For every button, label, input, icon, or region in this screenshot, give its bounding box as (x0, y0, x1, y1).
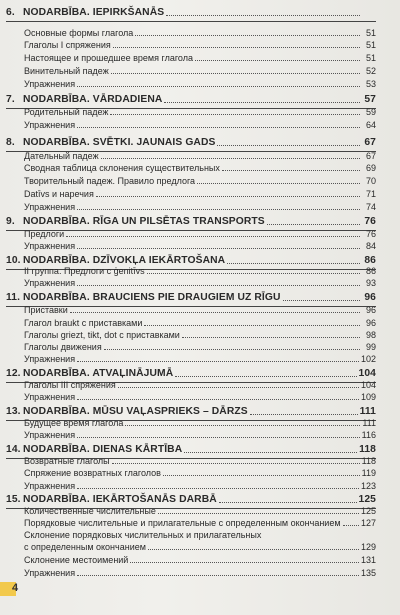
page-ref: 129 (360, 542, 376, 552)
chapter-number: 14. (6, 444, 21, 455)
item-title: Глаголы III спряжения (24, 380, 116, 390)
dot-leader (147, 273, 360, 274)
toc-item (24, 318, 376, 328)
item-title: Глаголы griezt, tikt, dot с приставками (24, 330, 180, 340)
dot-leader (219, 502, 357, 503)
item-title: Упражнения (24, 430, 76, 440)
toc-item (24, 568, 376, 578)
item-title: Упражнения (24, 120, 76, 130)
dot-leader (77, 575, 359, 576)
dot-leader (217, 145, 360, 146)
chapter-title: NODARBĪBA. DZĪVOKĻA IEKĀRTOŠANA (23, 255, 226, 266)
toc-item (24, 189, 376, 199)
item-title: Склонение порядковых числительных и прилагательных (24, 530, 262, 540)
dot-leader (166, 15, 360, 16)
dot-leader (175, 376, 356, 377)
dot-leader (77, 127, 360, 128)
page-ref: 86 (365, 266, 376, 276)
page-ref: 125 (360, 506, 376, 516)
item-title: Родительный падеж (24, 107, 109, 117)
page-ref: 99 (365, 342, 376, 352)
page-ref: 102 (360, 354, 376, 364)
dot-leader (148, 549, 359, 550)
page-ref: 86 (364, 255, 376, 266)
toc-item (24, 330, 376, 340)
chapter-number: 6. (6, 7, 15, 18)
dot-leader (250, 414, 358, 415)
item-title: Упражнения (24, 241, 76, 251)
toc-item (24, 53, 376, 63)
page-ref: 57 (364, 94, 376, 105)
item-title: Будущее время глагола (24, 418, 124, 428)
toc-item (24, 120, 376, 130)
page-ref: 51 (365, 28, 376, 38)
page-ref: 76 (364, 216, 376, 227)
toc-item (24, 202, 376, 212)
dot-leader (267, 224, 360, 225)
dot-leader (197, 183, 360, 184)
page-ref: 118 (361, 456, 376, 466)
item-title: Основные формы глагола (24, 28, 134, 38)
dot-leader (77, 209, 360, 210)
item-title: Творительный падеж. Правило предлога (24, 176, 196, 186)
toc-item (24, 66, 376, 76)
dot-leader (111, 73, 360, 74)
dot-leader (77, 399, 359, 400)
item-title: Порядковые числительные и прилагательные с определенным окончанием (24, 518, 341, 528)
page-ref: 118 (359, 444, 376, 455)
toc-chapter (6, 292, 376, 303)
page-ref: 67 (365, 151, 376, 161)
dot-leader (343, 525, 359, 526)
item-title: Спряжение возвратных глаголов (24, 468, 161, 478)
toc-item (24, 392, 376, 402)
item-title: Глаголы движения (24, 342, 102, 352)
chapter-title: NODARBĪBA. SVĒTKI. JAUNAIS GADS (23, 137, 216, 148)
toc-chapter (6, 7, 376, 18)
page-number: 4 (12, 582, 19, 594)
dot-leader (158, 513, 359, 514)
dot-leader (113, 47, 360, 48)
page-number-tab (0, 582, 19, 596)
chapter-title: NODARBĪBA. BRAUCIENS PIE DRAUGIEM UZ RĪGU (23, 292, 281, 303)
page-ref: 96 (365, 318, 376, 328)
dot-leader (77, 86, 360, 87)
dot-leader (144, 325, 360, 326)
page-ref: 135 (360, 568, 376, 578)
toc-item (24, 418, 376, 428)
dot-leader (222, 170, 360, 171)
chapter-number: 7. (6, 94, 15, 105)
item-title: Дательный падеж (24, 151, 99, 161)
toc-item (24, 176, 376, 186)
item-title: Упражнения (24, 568, 76, 578)
toc-item (24, 555, 376, 565)
dot-leader (77, 285, 360, 286)
page-ref: 51 (365, 40, 376, 50)
toc-item (24, 468, 376, 478)
toc-item (24, 518, 376, 528)
page-ref: 84 (365, 241, 376, 251)
chapter-number: 9. (6, 216, 15, 227)
chapter-title: NODARBĪBA. MŪSU VAĻASPRIEKS – DĀRZS (23, 406, 248, 417)
page-ref: 51 (365, 53, 376, 63)
item-title: Упражнения (24, 481, 76, 491)
toc-item (24, 456, 376, 466)
toc-item (24, 542, 376, 552)
dot-leader (195, 60, 360, 61)
chapter-number: 10. (6, 255, 21, 266)
page-ref: 69 (365, 163, 376, 173)
toc-item (24, 241, 376, 251)
toc-item (24, 278, 376, 288)
dot-leader (227, 263, 360, 264)
dot-leader (182, 337, 360, 338)
item-title: Возвратные глаголы (24, 456, 110, 466)
item-title: Настоящее и прошедшее время глагола (24, 53, 193, 63)
item-title: Упражнения (24, 278, 76, 288)
dot-leader (164, 102, 360, 103)
dot-leader (77, 488, 359, 489)
toc-chapter (6, 216, 376, 227)
page-ref: 125 (358, 494, 376, 505)
chapter-title: NODARBĪBA. DIENAS KĀRTĪBA (23, 444, 183, 455)
toc-chapter (6, 255, 376, 266)
toc-item (24, 305, 376, 315)
toc-item (24, 151, 376, 161)
dot-leader (130, 562, 359, 563)
item-title: Datīvs и наречия (24, 189, 94, 199)
dot-leader (125, 425, 360, 426)
toc-item (24, 430, 376, 440)
item-title: Количественные числительные (24, 506, 156, 516)
dot-leader (112, 463, 360, 464)
item-title: Глаголы I спряжения (24, 40, 111, 50)
toc-item (24, 481, 376, 491)
page-ref: 52 (365, 66, 376, 76)
toc-chapter (6, 406, 376, 417)
toc-chapter (6, 137, 376, 148)
page-ref: 116 (361, 430, 376, 440)
page-ref: 123 (360, 481, 376, 491)
toc-item (24, 107, 376, 117)
page-ref: 74 (365, 202, 376, 212)
item-title: II группа. Предлоги с ģenitīvs (24, 266, 145, 276)
page-ref: 93 (365, 278, 376, 288)
item-title: Упражнения (24, 79, 76, 89)
item-title: Упражнения (24, 392, 76, 402)
chapter-number: 12. (6, 368, 21, 379)
dot-leader (135, 35, 360, 36)
chapter-title: NODARBĪBA. ATVAĻINĀJUMĀ (23, 368, 174, 379)
chapter-rule (6, 21, 376, 22)
dot-leader (96, 196, 360, 197)
dot-leader (110, 114, 360, 115)
chapter-title: NODARBĪBA. VĀRDADIENA (23, 94, 163, 105)
dot-leader (118, 387, 359, 388)
dot-leader (77, 437, 360, 438)
item-title: Упражнения (24, 202, 76, 212)
page-ref: 111 (359, 406, 376, 417)
page-ref: 98 (365, 330, 376, 340)
toc-item (24, 380, 376, 390)
dot-leader (77, 248, 360, 249)
toc-item (24, 530, 376, 540)
page-ref: 67 (364, 137, 376, 148)
item-title: Предлоги (24, 229, 65, 239)
page-ref: 59 (365, 107, 376, 117)
page-ref: 109 (360, 392, 376, 402)
page-ref: 104 (358, 368, 376, 379)
toc-item (24, 266, 376, 276)
dot-leader (163, 475, 360, 476)
item-title: Сводная таблица склонения существительных (24, 163, 220, 173)
page-ref: 104 (360, 380, 376, 390)
item-title: Винительный падеж (24, 66, 109, 76)
toc-item (24, 79, 376, 89)
toc-chapter (6, 444, 376, 455)
page-ref: 64 (365, 120, 376, 130)
page-ref: 96 (365, 305, 376, 315)
dot-leader (283, 300, 360, 301)
toc-item (24, 342, 376, 352)
item-title: Склонение местоимений (24, 555, 129, 565)
toc-item (24, 163, 376, 173)
chapter-number: 8. (6, 137, 15, 148)
page-ref: 70 (365, 176, 376, 186)
dot-leader (104, 349, 360, 350)
page-ref: 127 (360, 518, 376, 528)
chapter-title: NODARBĪBA. IEKĀRTOŠANĀS DARBĀ (23, 494, 217, 505)
item-title: Приставки (24, 305, 68, 315)
page-ref: 76 (365, 229, 376, 239)
item-title: Упражнения (24, 354, 76, 364)
dot-leader (101, 158, 360, 159)
page-ref: 111 (362, 418, 376, 428)
chapter-title: NODARBĪBA. IEPIRKŠANĀS (23, 7, 165, 18)
item-title: с определенным окончанием (24, 542, 146, 552)
page-ref: 131 (360, 555, 376, 565)
dot-leader (184, 452, 357, 453)
chapter-number: 15. (6, 494, 21, 505)
toc-chapter (6, 494, 376, 505)
toc-item (24, 28, 376, 38)
toc-item (24, 506, 376, 516)
toc-item (24, 40, 376, 50)
page-ref: 71 (365, 189, 376, 199)
toc-item (24, 229, 376, 239)
toc-chapter (6, 94, 376, 105)
chapter-title: NODARBĪBA. RĪGA UN PILSĒTAS TRANSPORTS (23, 216, 265, 227)
page-ref: 119 (361, 468, 376, 478)
toc-chapter (6, 368, 376, 379)
dot-leader (66, 236, 360, 237)
page-ref: 96 (364, 292, 376, 303)
page-ref: 53 (365, 79, 376, 89)
chapter-number: 11. (6, 292, 21, 303)
dot-leader (70, 312, 360, 313)
item-title: Глагол braukt с приставками (24, 318, 143, 328)
chapter-number: 13. (6, 406, 21, 417)
toc-item (24, 354, 376, 364)
dot-leader (77, 361, 359, 362)
